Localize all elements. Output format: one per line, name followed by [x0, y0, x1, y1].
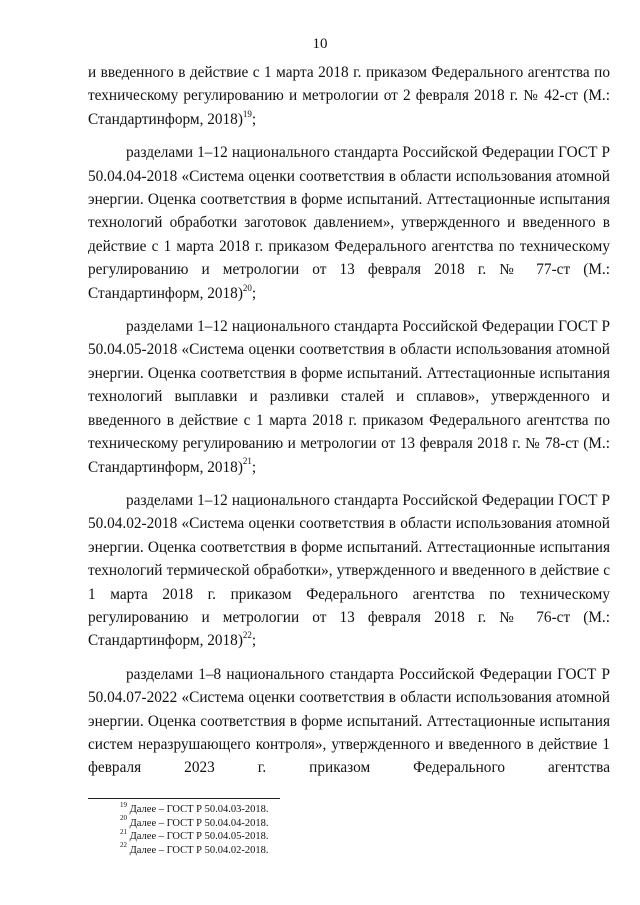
- footnote: $^{22}$ Далее – ГОСТ Р 50.04.02-2018.: [120, 841, 269, 856]
- paragraph: разделами 1–12 национального стандарта Российской Федерации ГОСТ Р 50.04.02-2018 «Система оценки соответствия в области использования атомной энергии. Оценка соответствия в форме испытаний. Аттестационные испытания технологий термической обработки», утвержденного и введенного в действие с 1 марта 2018 г. приказом Федерального агентства по техническому регулированию и метрологии от 13 февраля 2018 г. № 76-ст (М.: Стандартинформ, 2018)$^{22}$;: [88, 491, 610, 650]
- paragraph-continuation: и введенного в действие с 1 марта 2018 г. приказом Федерального агентства по техническому регулированию и метрологии от 2 февраля 2018 г. № 42-ст (М.: Стандартинформ, 2018)$^{19}$;: [88, 64, 610, 128]
- footnote-divider: [88, 798, 280, 799]
- paragraph: разделами 1–12 национального стандарта Российской Федерации ГОСТ Р 50.04.05-2018 «Система оценки соответствия в области использования атомной энергии. Оценка соответствия в форме испытаний. Аттестационные испытания технологий выплавки и разливки сталей и сплавов», утвержденного и введенного в действие с 1 марта 2018 г. приказом Федерального агентства по техническому регулированию и метрологии от 13 февраля 2018 г. № 78-ст (М.: Стандартинформ, 2018)$^{21}$;: [88, 318, 610, 476]
- body-text: [88, 61, 610, 780]
- page-number: 10: [312, 36, 328, 52]
- paragraph: разделами 1–8 национального стандарта Российской Федерации ГОСТ Р 50.04.07-2022 «Система оценки соответствия в области использования атомной энергии. Оценка соответствия в форме испытаний. Аттестационные испытания систем неразрушающего контроля», утвержденного и введенного в действие 1 февраля 2023 г. приказом Федерального агентства: [88, 665, 610, 777]
- footnote: $^{19}$ Далее – ГОСТ Р 50.04.03-2018.: [120, 800, 269, 815]
- footnote: $^{20}$ Далее – ГОСТ Р 50.04.04-2018.: [120, 814, 269, 829]
- footnote: $^{21}$ Далее – ГОСТ Р 50.04.05-2018.: [120, 827, 269, 842]
- footnote-ref: 20: [242, 282, 252, 293]
- paragraph: разделами 1–12 национального стандарта Российской Федерации ГОСТ Р 50.04.04-2018 «Система оценки соответствия в области использования атомной энергии. Оценка соответствия в форме испытаний. Аттестационные испытания технологий обработки заготовок давлением», утвержденного и введенного в действие с 1 марта 2018 г. приказом Федерального агентства по техническому регулированию и метрологии от 13 февраля 2018 г. № 77-ст (М.: Стандартинформ, 2018)$^{20}$;: [88, 144, 610, 302]
- footnote-ref: 22: [242, 630, 252, 641]
- footnote-ref: 21: [242, 456, 252, 467]
- footnotes: [120, 800, 269, 857]
- footnote-ref: 19: [242, 108, 252, 119]
